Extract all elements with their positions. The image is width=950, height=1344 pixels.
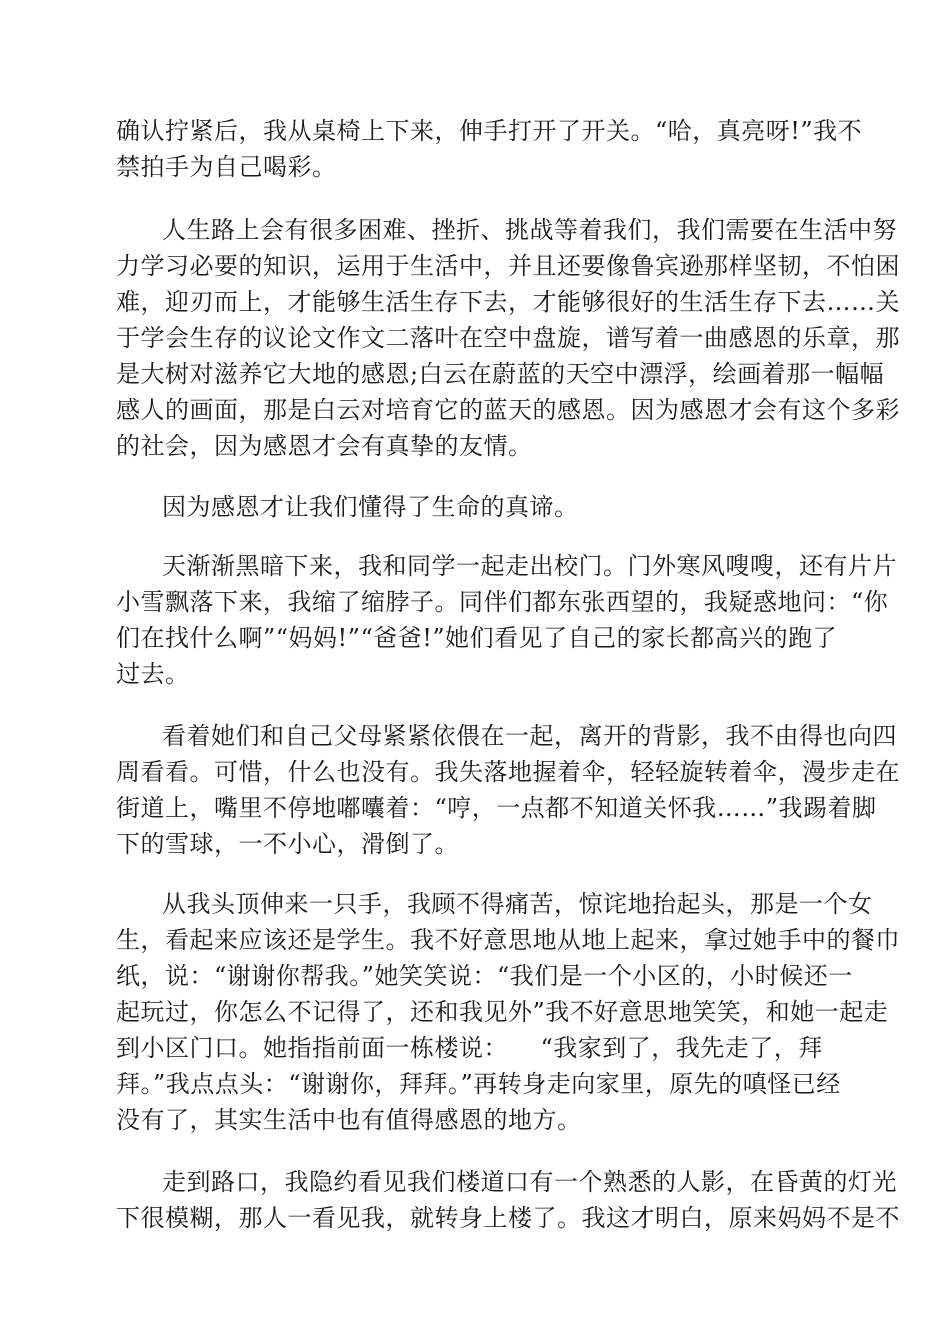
paragraph-5-line-4: 下的雪球，一不小心，滑倒了。: [116, 830, 459, 858]
paragraph-2-line-4: 于学会生存的议论文作文二落叶在空中盘旋，谱写着一曲感恩的乐章，那: [116, 324, 900, 352]
paragraph-6-line-6: 拜。”我点点头：“谢谢你，拜拜。”再转身走向家里，原先的嗔怪已经: [116, 1070, 841, 1098]
paragraph-2-line-3: 难，迎刃而上，才能够生活生存下去，才能够很好的生活生存下去……关: [116, 288, 900, 316]
paragraph-1-line-2: 禁拍手为自己喝彩。: [116, 153, 337, 181]
paragraph-6-line-5: 到小区门口。她指指前面一栋楼说： “我家到了，我先走了，拜: [116, 1034, 823, 1062]
paragraph-6-line-1: 从我头顶伸来一只手，我顾不得痛苦，惊诧地抬起头，那是一个女: [162, 890, 873, 918]
paragraph-2-line-7: 的社会，因为感恩才会有真挚的友情。: [116, 432, 533, 460]
paragraph-2-line-2: 力学习必要的知识，运用于生活中，并且还要像鲁宾逊那样坚韧，不怕困: [116, 252, 900, 280]
paragraph-2-line-5: 是大树对滋养它大地的感恩;白云在蔚蓝的天空中漂浮，绘画着那一幅幅: [116, 360, 885, 388]
paragraph-6-line-4: 起玩过，你怎么不记得了，还和我见外”我不好意思地笑笑，和她一起走: [116, 998, 889, 1026]
paragraph-4-line-3: 们在找什么啊”“妈妈!”“爸爸!”她们看见了自己的家长都高兴的跑了: [116, 624, 838, 652]
paragraph-4-line-4: 过去。: [116, 660, 190, 688]
paragraph-3-line-1: 因为感恩才让我们懂得了生命的真谛。: [162, 493, 579, 521]
paragraph-6-line-3: 纸，说：“谢谢你帮我。”她笑笑说：“我们是一个小区的，小时候还一: [116, 962, 853, 990]
paragraph-2-line-1: 人生路上会有很多困难、挫折、挑战等着我们，我们需要在生活中努: [162, 216, 897, 244]
paragraph-2-line-6: 感人的画面，那是白云对培育它的蓝天的感恩。因为感恩才会有这个多彩: [116, 396, 900, 424]
paragraph-4-line-1: 天渐渐黑暗下来，我和同学一起走出校门。门外寒风嗖嗖，还有片片: [162, 552, 897, 580]
paragraph-4-line-2: 小雪飘落下来，我缩了缩脖子。同伴们都东张西望的，我疑惑地问：“你: [116, 588, 889, 616]
paragraph-6-line-7: 没有了，其实生活中也有值得感恩的地方。: [116, 1106, 582, 1134]
paragraph-6-line-2: 生，看起来应该还是学生。我不好意思地从地上起来，拿过她手中的餐巾: [116, 926, 900, 954]
paragraph-5-line-1: 看着她们和自己父母紧紧依偎在一起，离开的背影，我不由得也向四: [162, 722, 897, 750]
paragraph-5-line-2: 周看看。可惜，什么也没有。我失落地握着伞，轻轻旋转着伞，漫步走在: [116, 758, 900, 786]
paragraph-5-line-3: 街道上，嘴里不停地嘟囔着：“哼，一点都不知道关怀我……”我踢着脚: [116, 794, 877, 822]
paragraph-7-line-1: 走到路口，我隐约看见我们楼道口有一个熟悉的人影，在昏黄的灯光: [162, 1168, 897, 1196]
paragraph-1-line-1: 确认拧紧后，我从桌椅上下来，伸手打开了开关。“哈，真亮呀!”我不: [116, 117, 863, 145]
paragraph-7-line-2: 下很模糊，那人一看见我，就转身上楼了。我这才明白，原来妈妈不是不: [116, 1204, 900, 1232]
